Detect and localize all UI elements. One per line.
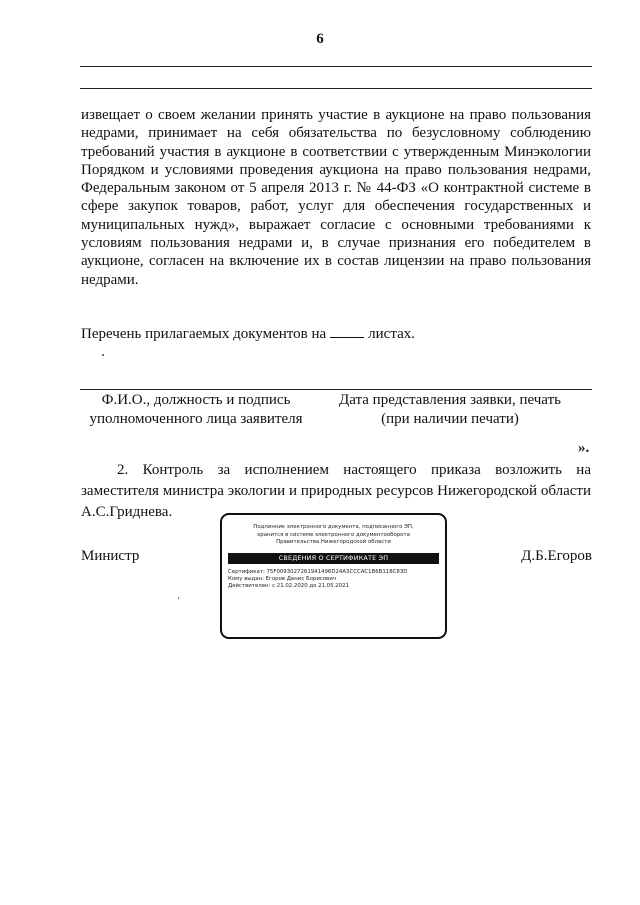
header-rule-top xyxy=(80,66,592,67)
documents-list-prefix: Перечень прилагаемых документов на xyxy=(81,326,327,342)
signature-caption-right xyxy=(330,391,570,428)
stamp-header-line3: Правительства Нижегородской области xyxy=(276,539,391,546)
signature-caption-left xyxy=(81,391,311,428)
control-paragraph: 2. Контроль за исполнением настоящего приказа возложить на заместителя министра экологии и природных ресурсов Нижегородской области А.С.Гриднева. xyxy=(81,462,591,520)
stamp-header xyxy=(228,524,439,547)
stray-mark xyxy=(102,354,104,356)
documents-list-line xyxy=(81,325,415,343)
stamp-header-line1: Подлинник электронного документа, подписанного ЭП, xyxy=(253,524,414,530)
signature-rule xyxy=(80,389,592,390)
e-signature-stamp xyxy=(220,513,447,639)
signature-caption-left-line1: Ф.И.О., должность и подпись xyxy=(101,392,291,408)
stamp-certificate: Сертификат: 75F0093027261941496D24A3CCCAC1B6B118C83D xyxy=(228,568,408,575)
page-number: 6 xyxy=(316,31,324,47)
stamp-band-title: СВЕДЕНИЯ О СЕРТИФИКАТЕ ЭП xyxy=(228,553,439,564)
closing-quote: ». xyxy=(578,440,590,456)
minister-title: Министр xyxy=(81,548,140,564)
application-paragraph: извещает о своем желании принять участие в аукционе на право пользования недрами, принимает на себя обязательства по безусловному соблюдению требований участия в аукционе в соответствии с утвержденным Минэкологии Порядком и условиями проведения аукциона на право пользования недрами, Федеральным законом от 5 апреля 2013 г. № 44-ФЗ «О контрактной системе в сфере закупок товаров, работ, услуг для обеспечения государственных и муниципальных нужд», выражает согласие с основными требованиями к условиям пользования недрами и, в случае признания его победителем в аукционе, согласен на включение их в состав лицензии на право пользования недрами. xyxy=(81,107,591,288)
documents-list-suffix: листах. xyxy=(368,326,415,342)
stamp-valid-period: Действителен: с 21.02.2020 до 21.05.2021 xyxy=(228,583,349,590)
signature-caption-right-line1: Дата представления заявки, печать xyxy=(339,392,561,408)
signature-caption-left-line2: уполномоченного лица заявителя xyxy=(89,410,303,427)
signature-caption-right-line2: (при наличии печати) xyxy=(381,410,519,427)
minister-name: Д.Б.Егоров xyxy=(521,548,592,564)
stamp-issued-to: Кому выдан: Егоров Денис Борисович xyxy=(228,576,337,583)
sheet-count-blank xyxy=(330,325,364,338)
stamp-header-line2: хранится в системе электронного документооборота xyxy=(257,531,410,538)
stray-mark-2 xyxy=(178,597,179,599)
header-rule-bottom xyxy=(80,88,592,89)
